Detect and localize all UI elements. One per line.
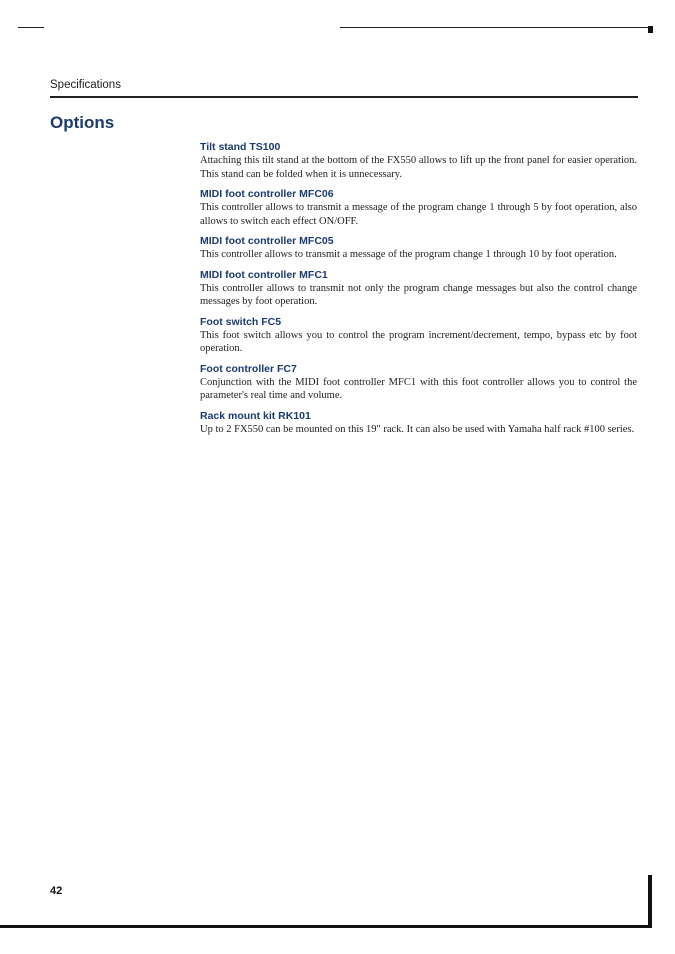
option-fc5 (200, 315, 637, 356)
option-description: Conjunction with the MIDI foot controller MFC1 with this foot controller allows you to control the parameter's real time and volume. (200, 376, 637, 401)
header-rule (50, 96, 638, 98)
option-mfc05 (200, 234, 637, 262)
option-description: This controller allows to transmit a message of the program change 1 through 10 by foot operation. (200, 249, 617, 260)
option-title: Foot switch FC5 (200, 315, 282, 328)
top-rule-left (18, 27, 44, 28)
option-title: MIDI foot controller MFC05 (200, 235, 334, 247)
top-corner-mark (648, 26, 653, 33)
bottom-rule (0, 925, 652, 928)
option-description: This controller allows to transmit a message of the program change 1 through 5 by foot operation, also allows to switch each effect ON/OFF. (200, 202, 637, 227)
option-rk101 (200, 409, 637, 437)
option-mfc06 (200, 187, 637, 228)
option-title: MIDI foot controller MFC06 (200, 188, 334, 200)
options-list (200, 140, 637, 442)
option-fc7 (200, 362, 637, 403)
option-description: This controller allows to transmit not only the program change messages but also the control change messages by foot operation. (200, 282, 637, 307)
option-mfc1 (200, 268, 637, 309)
option-tilt-stand (200, 140, 637, 181)
option-title: MIDI foot controller MFC1 (200, 268, 328, 281)
page-number: 42 (50, 885, 63, 897)
section-label: Specifications (50, 79, 121, 91)
page-title: Options (50, 113, 115, 132)
option-title: Foot controller FC7 (200, 362, 297, 375)
option-description: Up to 2 FX550 can be mounted on this 19" rack. It can also be used with Yamaha half rack #100 series. (200, 423, 635, 435)
option-description: This foot switch allows you to control the program increment/decrement, tempo, bypass etc by foot operation. (200, 329, 637, 354)
top-rule-right (340, 27, 650, 28)
option-description: Attaching this tilt stand at the bottom of the FX550 allows to lift up the front panel for easier operation. This stand can be folded when it is unnecessary. (200, 155, 637, 180)
right-edge-mark (648, 875, 652, 928)
option-title: Tilt stand TS100 (200, 141, 281, 153)
option-title: Rack mount kit RK101 (200, 409, 311, 422)
